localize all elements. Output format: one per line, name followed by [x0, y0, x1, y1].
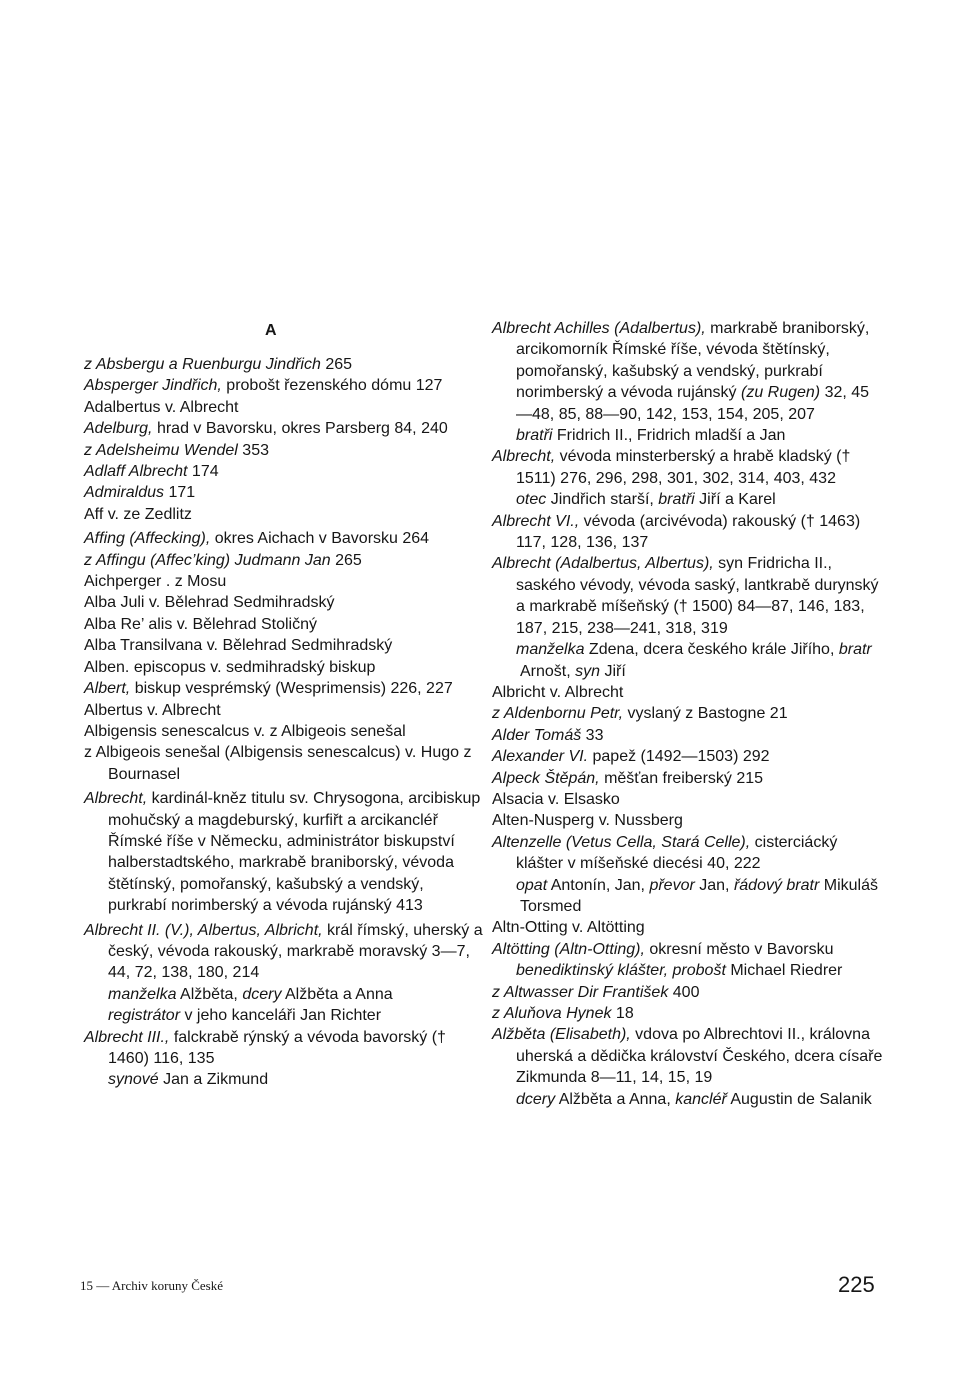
index-entry: Alba Juli v. Bělehrad Sedmihradský — [84, 594, 335, 612]
index-entry: Albrecht VI., vévoda (arcivévoda) rakouský († 1463) 117, 128, 136, 137 — [492, 512, 861, 552]
index-subentry: manželka Alžběta, dcery Alžběta a Anna — [108, 985, 393, 1003]
index-entry: Alba Re’ alis v. Bělehrad Stoličný — [84, 615, 317, 633]
index-entry: Albrecht, vévoda minsterberský a hrabě kladský († 1511) 276, 296, 298, 301, 302, 314, 403, 432 — [492, 448, 851, 487]
index-entry: Albrecht II. (V.), Albertus, Albricht, král římský, uherský a český, vévoda rakouský, markrabě moravský 3—7, 44, 72, 138, 180, 214 — [84, 921, 483, 982]
index-column-right — [492, 318, 884, 1110]
index-subentry: benediktinský klášter, probošt Michael Riedrer — [516, 962, 843, 980]
index-entry: Alexander VI. papež (1492—1503) 292 — [492, 748, 770, 766]
index-entry: Alžběta (Elisabeth), vdova po Albrechtovi II., královna uherská a dědička království Českého, dcera císaře Zikmunda 8—11, 14, 15, 19 — [492, 1026, 883, 1087]
index-entry: Affing (Affecking), okres Aichach v Bavorsku 264 — [84, 530, 430, 548]
index-subentry: dcery Alžběta a Anna, kancléř Augustin de Salanik — [516, 1090, 872, 1108]
index-entry: z Aluňova Hynek 18 — [492, 1005, 634, 1022]
index-entry: Altenzelle (Vetus Cella, Stará Celle), cisterciácký klášter v míšeňské diecési 40, 222 — [492, 833, 838, 873]
index-entry: z Altwasser Dir František 400 — [492, 983, 700, 1001]
index-subentry: registrátor v jeho kanceláři Jan Richter — [108, 1007, 382, 1025]
index-entry: z Absbergu a Ruenburgu Jindřich 265 — [84, 356, 353, 373]
index-entry: Adelburg, hrad v Bavorsku, okres Parsberg 84, 240 — [84, 420, 448, 438]
index-entry: Albrecht III., falckrabě rýnský a vévoda bavorský († 1460) 116, 135 — [84, 1028, 446, 1067]
index-entry: z Adelsheimu Wendel 353 — [84, 441, 269, 459]
index-entry: Alsacia v. Elsasko — [492, 790, 620, 808]
index-entry: Albrecht (Adalbertus, Albertus), syn Fridricha II., saského vévody, vévoda saský, lantkrabě durynský a markrabě míšeňský († 1500) 84—87, 146, 183, 187, 215, 238—241, 318, 319 — [492, 555, 879, 637]
index-entry: Alder Tomáš 33 — [492, 726, 604, 744]
index-entry: Absperger Jindřich, probošt řezenského dómu 127 — [84, 377, 443, 395]
index-subentry: otec Jindřich starší, bratři Jiří a Karel — [516, 491, 776, 509]
index-column-left — [84, 354, 484, 1091]
section-heading-a: A — [265, 322, 277, 339]
index-entry: Albrecht, kardinál-kněz titulu sv. Chrysogona, arcibiskup mohučský a magdeburský, kurfiřt a arcikancléř Římské říše v Německu, administrátor biskupství halberstadtského, markrabě braniborský, vévoda štětínský, pomořanský, kašubský a vendský, purkrabí norimberský a vévoda rujánský 413 — [84, 790, 481, 915]
index-entry: Adalbertus v. Albrecht — [84, 398, 239, 416]
index-entry: Alba Transilvana v. Bělehrad Sedmihradský — [84, 637, 393, 655]
index-entry: Albigensis senescalcus v. z Albigeois senešal — [84, 722, 406, 740]
index-entry: Altn-Otting v. Altötting — [492, 919, 645, 937]
index-entry: Albert, biskup vesprémský (Wesprimensis) 226, 227 — [84, 680, 453, 698]
index-subentry: bratři Fridrich II., Fridrich mladší a Jan — [516, 427, 786, 445]
index-entry: Adlaff Albrecht 174 — [84, 463, 219, 481]
index-entry: Admiraldus 171 — [84, 484, 196, 502]
index-entry: Altötting (Altn-Otting), okresní město v Bavorsku — [492, 940, 834, 958]
page-number: 225 — [838, 1272, 875, 1297]
index-entry: Alben. episcopus v. sedmihradský biskup — [84, 658, 376, 676]
index-entry: z Aldenbornu Petr, vyslaný z Bastogne 21 — [492, 705, 788, 723]
index-entry: Albrecht Achilles (Adalbertus), markrabě braniborský, arcikomorník Římské říše, vévoda štětínský, pomořanský, kašubský a vendský, purkrabí norimberský a vévoda rujánský (zu Rugen) 32, 45—48, 85, 88—90, 142, 153, 154, 205, 207 — [492, 320, 870, 423]
index-subentry: opat Antonín, Jan, převor Jan, řádový bratr Mikuláš Torsmed — [516, 876, 878, 915]
index-entry: z Affingu (Affec’king) Judmann Jan 265 — [84, 551, 362, 569]
index-entry: Aff v. ze Zedlitz — [84, 505, 192, 523]
index-entry: Alten-Nusperg v. Nussberg — [492, 812, 683, 830]
footer-signature: 15 — Archiv koruny České — [80, 1278, 223, 1293]
index-subentry: synové Jan a Zikmund — [108, 1071, 269, 1089]
index-entry: z Albigeois senešal (Albigensis senescalcus) v. Hugo z Bournasel — [84, 744, 472, 783]
index-entry: Albertus v. Albrecht — [84, 701, 221, 719]
index-entry: Albricht v. Albrecht — [492, 683, 624, 701]
index-entry: Aichperger . z Mosu — [84, 573, 227, 591]
index-entry: Alpeck Štěpán, měšťan freiberský 215 — [492, 769, 764, 787]
index-subentry: manželka Zdena, dcera českého krále Jiřího, bratr Arnošt, syn Jiří — [516, 641, 872, 680]
